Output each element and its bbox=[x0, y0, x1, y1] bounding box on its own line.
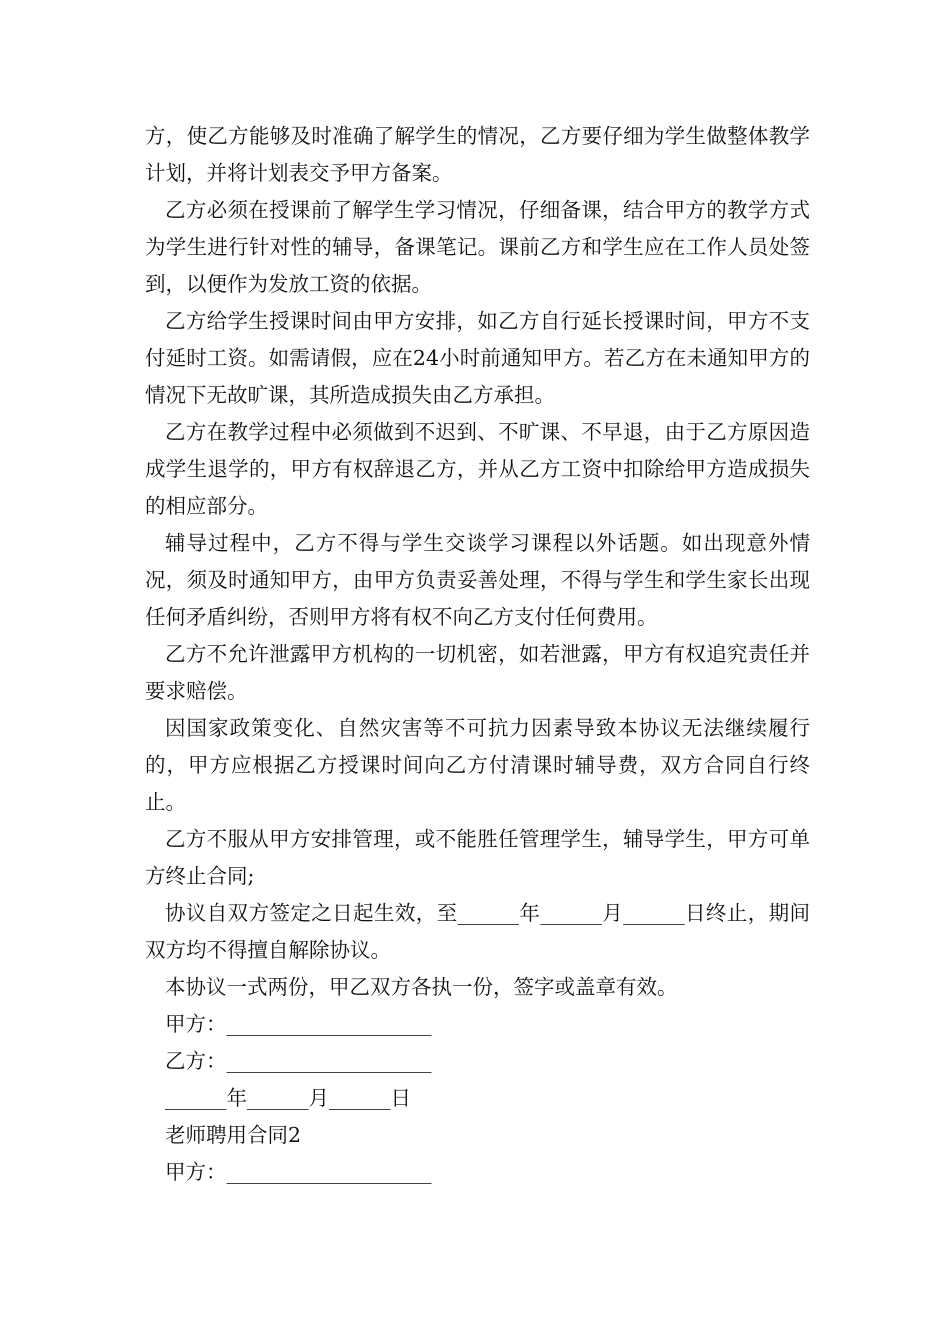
next-party-a-signature: 甲方：____________________ bbox=[165, 1160, 432, 1184]
next-contract-title: 老师聘用合同2 bbox=[165, 1123, 302, 1147]
paragraph-6: 乙方不允许泄露甲方机构的一切机密，如若泄露，甲方有权追究责任并要求赔偿。 bbox=[145, 642, 810, 703]
paragraph-5: 辅导过程中，乙方不得与学生交谈学习课程以外话题。如出现意外情况，须及时通知甲方，由甲方负责妥善处理，不得与学生和学生家长出现任何矛盾纠纷，否则甲方将有权不向乙方支付任何费用。 bbox=[145, 531, 810, 629]
closing-statement: 本协议一式两份，甲乙双方各执一份，签字或盖章有效。 bbox=[165, 975, 678, 999]
paragraph-9-term: 协议自双方签定之日起生效，至______年______月______日终止，期间双方均不得擅自解除协议。 bbox=[145, 901, 810, 962]
paragraph-2: 乙方必须在授课前了解学生学习情况，仔细备课，结合甲方的教学方式为学生进行针对性的辅导，备课笔记。课前乙方和学生应在工作人员处签到，以便作为发放工资的依据。 bbox=[145, 198, 810, 296]
date-line: ______年______月______日 bbox=[165, 1086, 411, 1110]
paragraph-8: 乙方不服从甲方安排管理，或不能胜任管理学生，辅导学生，甲方可单方终止合同; bbox=[145, 827, 810, 888]
party-a-signature: 甲方：____________________ bbox=[165, 1012, 432, 1036]
paragraph-1: 方，使乙方能够及时准确了解学生的情况，乙方要仔细为学生做整体教学计划，并将计划表交予甲方备案。 bbox=[145, 124, 810, 185]
paragraph-3: 乙方给学生授课时间由甲方安排，如乙方自行延长授课时间，甲方不支付延时工资。如需请假，应在24小时前通知甲方。若乙方在未通知甲方的情况下无故旷课，其所造成损失由乙方承担。 bbox=[145, 309, 810, 407]
paragraph-7: 因国家政策变化、自然灾害等不可抗力因素导致本协议无法继续履行的，甲方应根据乙方授课时间向乙方付清课时辅导费，双方合同自行终止。 bbox=[145, 716, 810, 814]
party-b-signature: 乙方：____________________ bbox=[165, 1049, 432, 1073]
document-page bbox=[145, 118, 810, 1191]
paragraph-4: 乙方在教学过程中必须做到不迟到、不旷课、不早退，由于乙方原因造成学生退学的，甲方有权辞退乙方，并从乙方工资中扣除给甲方造成损失的相应部分。 bbox=[145, 420, 810, 518]
